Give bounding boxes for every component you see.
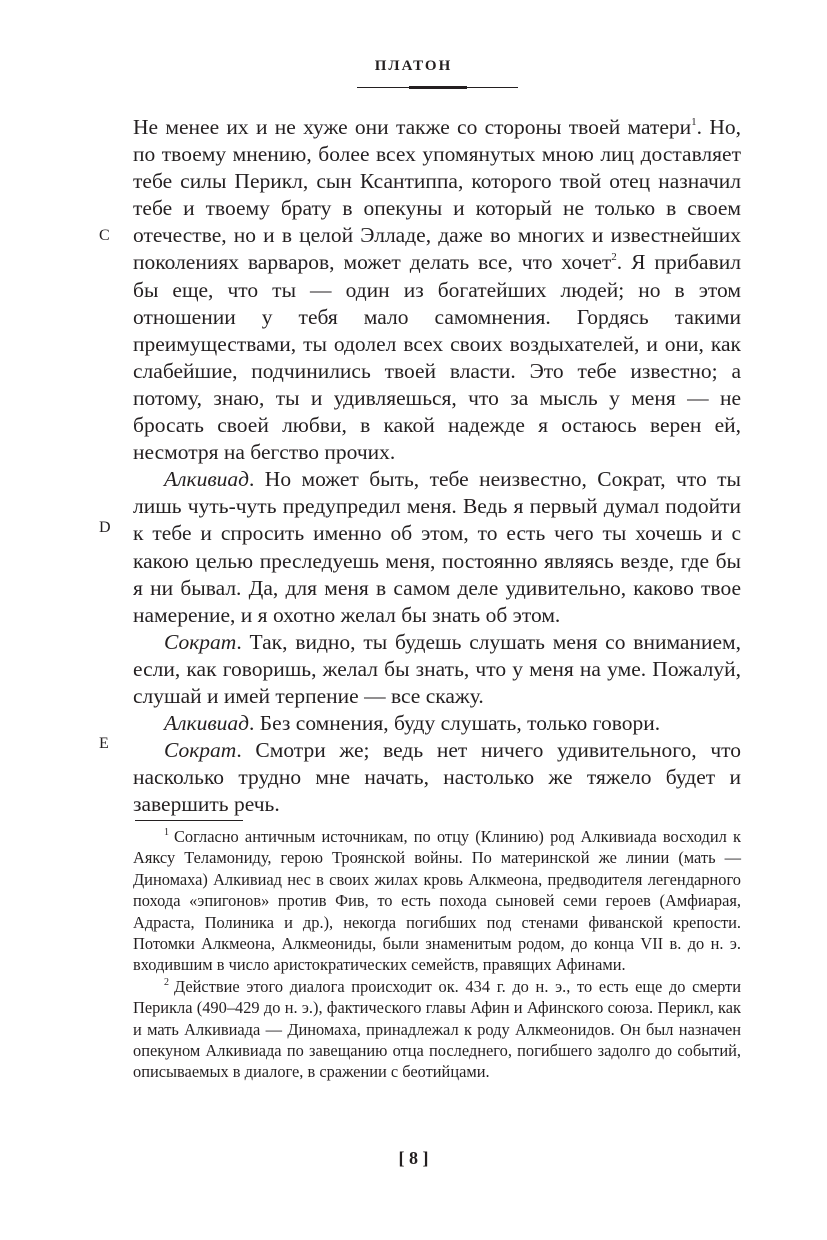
paragraph-text: . Смотри же; ведь нет ничего удивительного, что насколько трудно мне начать, настолько же тяжело будет и завершить речь. xyxy=(133,738,741,817)
paragraph-text: . Без сомнения, буду слушать, только говори. xyxy=(249,711,661,736)
footnote-separator xyxy=(135,820,243,821)
stephanus-marker-c: C xyxy=(99,227,110,244)
stephanus-marker-d: D xyxy=(99,519,111,536)
footnote-ref-1[interactable]: 1 xyxy=(691,116,697,128)
footnote-number: 2 xyxy=(164,976,169,988)
paragraph-text: . Я прибавил бы еще, что ты — один из богатейших людей; но в этом отношении у тебя мало самомнения. Гордясь такими преимуществами, ты одолел всех своих воздыхателей, и они, как слабейшие, подчинились твоей власти. Это тебе известно; а потому, знаю, ты и удивляешься, что за мысль у меня — не бросать своей любви, в какой надежде я остаюсь верен ей, несмотря на бегство прочих. xyxy=(133,250,741,465)
paragraph-text: Не менее их и не хуже они также со стороны твоей матери xyxy=(133,115,692,139)
speaker-name: Алкивиад xyxy=(164,467,250,492)
footnote-text: Действие этого диалога происходит ок. 434 г. до н. э., то есть еще до смерти Перикла (490–429 до н. э.), фактического главы Афин и Афинского союза. Перикл, как и мать Алкивиада — Диномаха, принадлежал к роду Алкмеонидов. Он был назначен опекуном Алкивиада по завещанию отца последнего, погибшего задолго до событий, описываемых в диалоге, в сражении с беотийцами. xyxy=(133,976,741,1082)
running-head-title: ПЛАТОН xyxy=(374,58,453,74)
paragraph-alcibiades-reply xyxy=(133,710,741,737)
paragraph-socrates-reply xyxy=(133,737,741,818)
footnote-1 xyxy=(133,826,741,976)
speaker-name: Алкивиад xyxy=(164,711,250,736)
paragraph-socrates-reply xyxy=(133,629,741,710)
paragraph-socrates-speech xyxy=(133,114,741,466)
paragraph-text: . Но может быть, тебе неизвестно, Сократ, что ты лишь чуть-чуть предупредил меня. Ведь я первый думал подойти к тебе и спросить именно об этом, то есть чего ты хочешь и с какою целью преследуешь меня, постоянно являясь везде, где бы я ни бывал. Да, для меня в самом деле удивительно, каково твое намерение, и я охотно желал бы знать об этом. xyxy=(133,467,741,627)
header-rule-ornament xyxy=(409,86,467,89)
paragraph-text: . Так, видно, ты будешь слушать меня со вниманием, если, как говоришь, желал бы знать, что у меня на уме. Пожалуй, слушай и имей терпение — все скажу. xyxy=(133,629,741,708)
paragraph-text: . Но, по твоему мнению, более всех упомянутых мною лиц доставляет тебе силы Перикл, сын Ксантиппа, которого твой отец назначил тебе и твоему брату в опекуны и который не только в своем отечестве, но и в целой Элладе, даже во многих и известнейших поколениях варваров, может делать все, что хочет xyxy=(133,115,741,275)
footnotes xyxy=(133,826,741,1083)
footnote-text: Согласно античным источникам, по отцу (Клинию) род Алкивиада восходил к Аяксу Теламониду, герою Троянской войны. По материнской же линии (мать — Диномаха) Алкивиад нес в своих жилах кровь Алкмеона, предводителя легендарного похода «эпигонов» против Фив, то есть похода сыновей семи героев (Амфиарая, Адраста, Полиника и др.), некогда погибших под стенами фиванской крепости. Потомки Алкмеона, Алкмеониды, были знаменитым родом, до конца VII в. до н. э. входившим в число аристократических семейств, правящих Афинами. xyxy=(133,827,741,975)
main-text xyxy=(133,114,741,818)
footnote-number: 1 xyxy=(164,827,169,838)
speaker-name: Сократ xyxy=(164,629,237,654)
footnote-2 xyxy=(133,976,741,1083)
speaker-name: Сократ xyxy=(164,738,237,763)
page-number: [ 8 ] xyxy=(398,1148,429,1168)
footnote-ref-2[interactable]: 2 xyxy=(611,251,617,264)
paragraph-alcibiades-reply xyxy=(133,466,741,629)
stephanus-marker-e: E xyxy=(99,735,109,752)
